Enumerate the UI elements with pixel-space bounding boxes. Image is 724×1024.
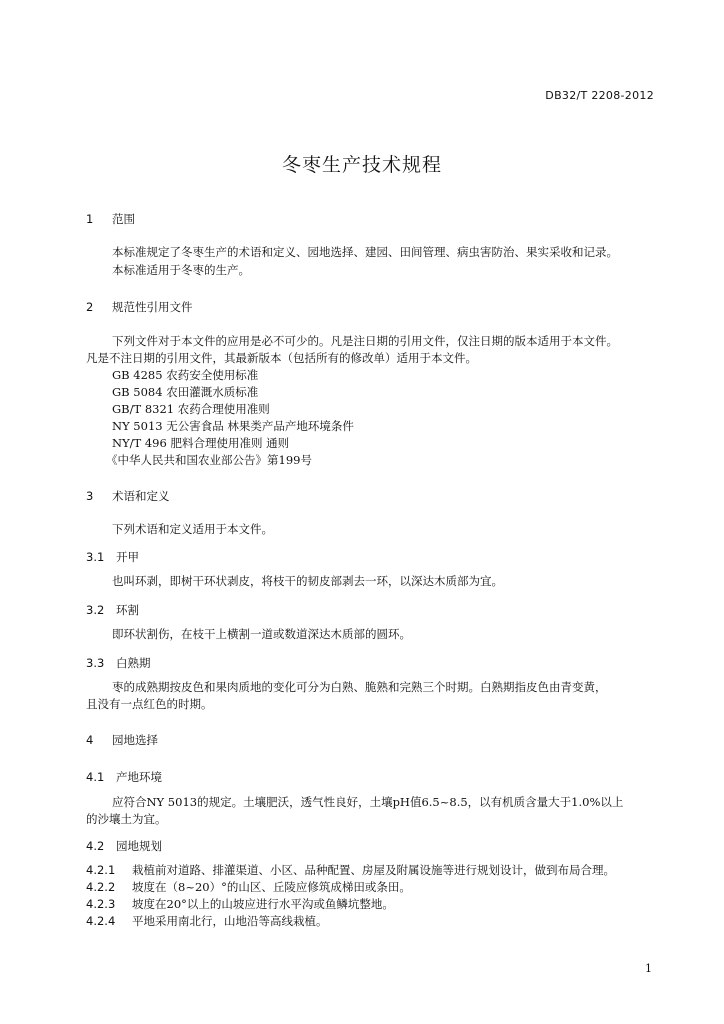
subsection-4-2-heading: 4.2 园地规划 — [86, 839, 162, 853]
section-3-heading: 3 术语和定义 — [86, 489, 170, 503]
subsection-3-3-text: 枣的成熟期按皮色和果肉质地的变化可分为白熟、脆熟和完熟三个时期。白熟期指皮色由青变黄， — [112, 680, 607, 694]
clause-item: 4.2.1 栽植前对道路、排灌渠道、小区、品种配置、房屋及附属设施等进行规划设计，做到布局合理。 — [86, 863, 615, 877]
section-4-heading: 4 园地选择 — [86, 733, 158, 747]
section-1-paragraph-2: 本标准适用于冬枣的生产。 — [112, 263, 250, 277]
subsection-4-1-text: 应符合NY 5013的规定。土壤肥沃，透气性良好，土壤pH值6.5~8.5，以有机质含量大于1.0%以上 — [112, 795, 624, 809]
subsection-4-1-text-cont: 的沙壤土为宜。 — [86, 812, 167, 826]
clause-item: 4.2.3 坡度在20°以上的山坡应进行水平沟或鱼鳞坑整地。 — [86, 897, 394, 911]
reference-item: NY/T 496 肥料合理使用准则 通则 — [112, 436, 290, 450]
section-2-heading: 2 规范性引用文件 — [86, 300, 193, 314]
reference-item: GB 4285 农药安全使用标准 — [112, 368, 259, 382]
subsection-3-1-heading: 3.1 开甲 — [86, 550, 139, 564]
reference-item: GB/T 8321 农药合理使用准则 — [112, 402, 270, 416]
reference-item: GB 5084 农田灌溉水质标准 — [112, 385, 259, 399]
section-3-paragraph: 下列术语和定义适用于本文件。 — [112, 522, 273, 536]
subsection-3-3-heading: 3.3 白熟期 — [86, 656, 151, 670]
section-2-paragraph: 下列文件对于本文件的应用是必不可少的。凡是注日期的引用文件，仅注日期的版本适用于本文件。 — [112, 334, 618, 348]
section-1-heading: 1 范围 — [86, 212, 135, 226]
reference-item: NY 5013 无公害食品 林果类产品产地环境条件 — [112, 419, 354, 433]
subsection-3-3-text-cont: 且没有一点红色的时期。 — [86, 697, 213, 711]
subsection-3-1-text: 也叫环剥，即树干环状剥皮，将枝干的韧皮部剥去一环，以深达木质部为宜。 — [112, 574, 503, 588]
subsection-3-2-heading: 3.2 环割 — [86, 603, 139, 617]
section-2-paragraph-cont: 凡是不注日期的引用文件，其最新版本（包括所有的修改单）适用于本文件。 — [86, 351, 477, 365]
reference-item: 《中华人民共和国农业部公告》第199号 — [106, 453, 312, 467]
standard-code: DB32/T 2208-2012 — [545, 89, 654, 102]
document-title: 冬枣生产技术规程 — [281, 154, 442, 176]
clause-item: 4.2.2 坡度在（8~20）°的山区、丘陵应修筑成梯田或条田。 — [86, 880, 411, 894]
clause-item: 4.2.4 平地采用南北行，山地沿等高线栽植。 — [86, 914, 328, 928]
page-number: 1 — [645, 962, 652, 975]
subsection-3-2-text: 即环状割伤，在枝干上横割一道或数道深达木质部的圆环。 — [112, 627, 411, 641]
section-1-paragraph: 本标准规定了冬枣生产的术语和定义、园地选择、建园、田间管理、病虫害防治、果实采收和记录。 — [112, 245, 618, 259]
subsection-4-1-heading: 4.1 产地环境 — [86, 770, 162, 784]
